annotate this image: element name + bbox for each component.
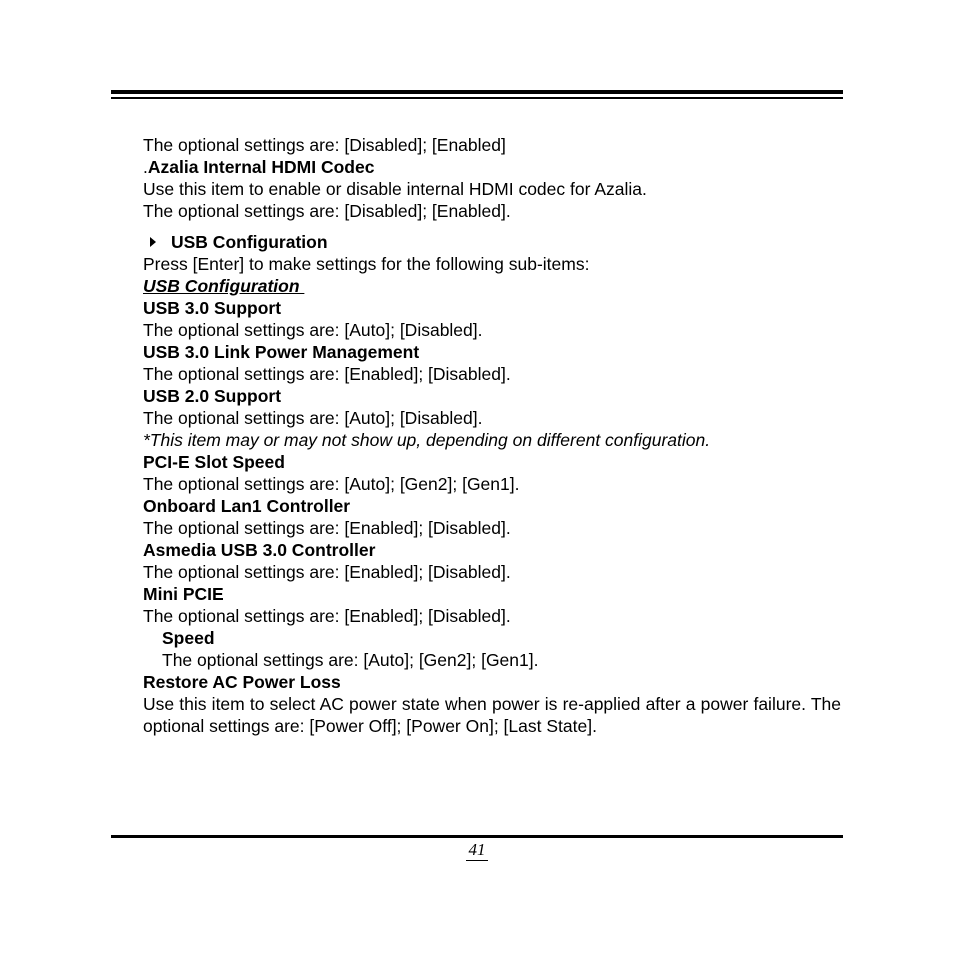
usb-config-instruction: Press [Enter] to make settings for the following sub-items: bbox=[143, 254, 590, 274]
usb30-lpm-options: The optional settings are: [Enabled]; [Disabled]. bbox=[143, 364, 511, 384]
usb20-support-options: The optional settings are: [Auto]; [Disabled]. bbox=[143, 408, 483, 428]
optional-settings-text: The optional settings are: [Disabled]; [Enabled] bbox=[143, 135, 506, 155]
mini-pcie-options: The optional settings are: [Enabled]; [Disabled]. bbox=[143, 606, 511, 626]
pcie-slot-speed-heading: PCI-E Slot Speed bbox=[143, 452, 285, 472]
right-triangle-icon bbox=[150, 237, 156, 247]
asmedia-usb30-heading: Asmedia USB 3.0 Controller bbox=[143, 540, 376, 560]
usb-config-subtitle-text: USB Configuration bbox=[143, 276, 305, 296]
asmedia-usb30-options: The optional settings are: [Enabled]; [Disabled]. bbox=[143, 562, 511, 582]
azalia-options: The optional settings are: [Disabled]; [Enabled]. bbox=[143, 201, 511, 221]
onboard-lan1-heading: Onboard Lan1 Controller bbox=[143, 496, 351, 516]
restore-ac-power-description: Use this item to select AC power state when power is re-applied after a power failure. The optional settings are: [Power Off]; [Power On]; [Last State]. bbox=[143, 694, 841, 736]
usb30-support-options: The optional settings are: [Auto]; [Disabled]. bbox=[143, 320, 483, 340]
usb-config-subtitle bbox=[143, 275, 841, 297]
azalia-hdmi-heading: Azalia Internal HDMI Codec bbox=[147, 157, 375, 177]
manual-page-body bbox=[143, 134, 841, 737]
mini-pcie-heading: Mini PCIE bbox=[143, 584, 224, 604]
usb20-support-heading: USB 2.0 Support bbox=[143, 386, 282, 406]
pcie-slot-speed-options: The optional settings are: [Auto]; [Gen2]; [Gen1]. bbox=[143, 474, 520, 494]
page-number: 41 bbox=[466, 840, 488, 861]
spacer bbox=[143, 222, 841, 231]
configuration-note: *This item may or may not show up, depending on different configuration. bbox=[143, 430, 711, 450]
footer-rule bbox=[111, 835, 843, 838]
onboard-lan1-options: The optional settings are: [Enabled]; [Disabled]. bbox=[143, 518, 511, 538]
azalia-description: Use this item to enable or disable internal HDMI codec for Azalia. bbox=[143, 179, 647, 199]
speed-options: The optional settings are: [Auto]; [Gen2]; [Gen1]. bbox=[162, 650, 539, 670]
restore-ac-power-heading: Restore AC Power Loss bbox=[143, 672, 341, 692]
usb30-lpm-heading: USB 3.0 Link Power Management bbox=[143, 342, 420, 362]
header-rule-thin bbox=[111, 97, 843, 99]
heading-prefix: . bbox=[143, 157, 148, 177]
speed-heading: Speed bbox=[162, 628, 215, 648]
usb30-support-heading: USB 3.0 Support bbox=[143, 298, 282, 318]
header-rule-thick bbox=[111, 90, 843, 94]
usb-config-section-heading bbox=[143, 231, 841, 253]
azalia-heading-line bbox=[143, 156, 841, 178]
usb-config-title: USB Configuration bbox=[171, 232, 328, 252]
